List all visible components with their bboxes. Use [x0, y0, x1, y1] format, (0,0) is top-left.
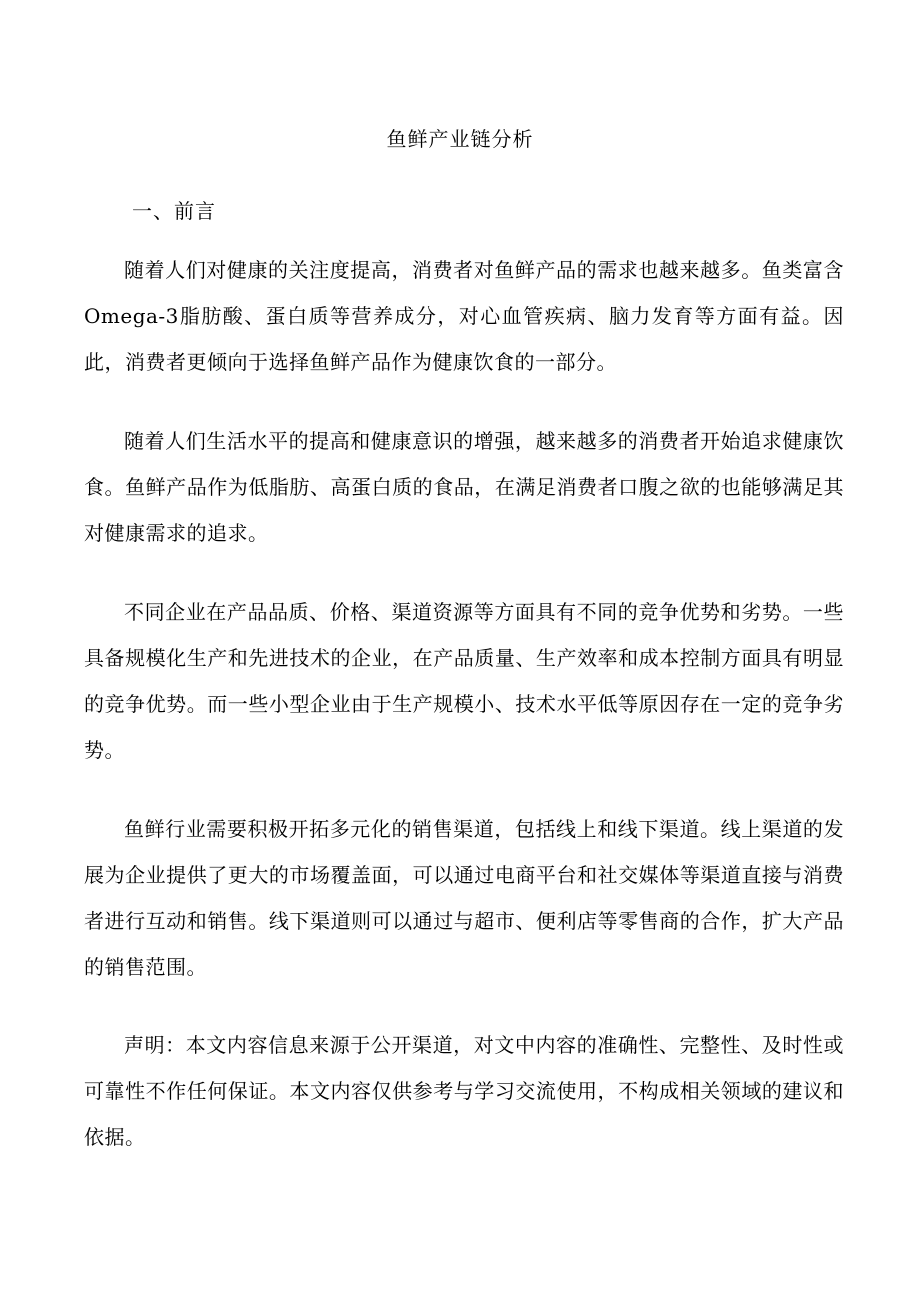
- paragraph-healthy-diet: 随着人们生活水平的提高和健康意识的增强，越来越多的消费者开始追求健康饮食。鱼鲜产品作为低脂肪、高蛋白质的食品，在满足消费者口腹之欲的也能够满足其对健康需求的追求。: [84, 429, 844, 545]
- section-heading: 一、前言: [132, 199, 216, 223]
- paragraph-disclaimer: 声明：本文内容信息来源于公开渠道，对文中内容的准确性、完整性、及时性或可靠性不作任何保证。本文内容仅供参考与学习交流使用，不构成相关领域的建议和依据。: [84, 1033, 844, 1149]
- paragraph-sales-channels: 鱼鲜行业需要积极开拓多元化的销售渠道，包括线上和线下渠道。线上渠道的发展为企业提供了更大的市场覆盖面，可以通过电商平台和社交媒体等渠道直接与消费者进行互动和销售。线下渠道则可以通过与超市、便利店等零售商的合作，扩大产品的销售范围。: [84, 817, 844, 979]
- document-title: 鱼鲜产业链分析: [386, 127, 534, 151]
- paragraph-competition: 不同企业在产品品质、价格、渠道资源等方面具有不同的竞争优势和劣势。一些具备规模化生产和先进技术的企业，在产品质量、生产效率和成本控制方面具有明显的竞争优势。而一些小型企业由于生产规模小、技术水平低等原因存在一定的竞争劣势。: [84, 600, 844, 762]
- paragraph-health-demand: 随着人们对健康的关注度提高，消费者对鱼鲜产品的需求也越来越多。鱼类富含Omega-3脂肪酸、蛋白质等营养成分，对心血管疾病、脑力发育等方面有益。因此，消费者更倾向于选择鱼鲜产品作为健康饮食的一部分。: [84, 258, 844, 374]
